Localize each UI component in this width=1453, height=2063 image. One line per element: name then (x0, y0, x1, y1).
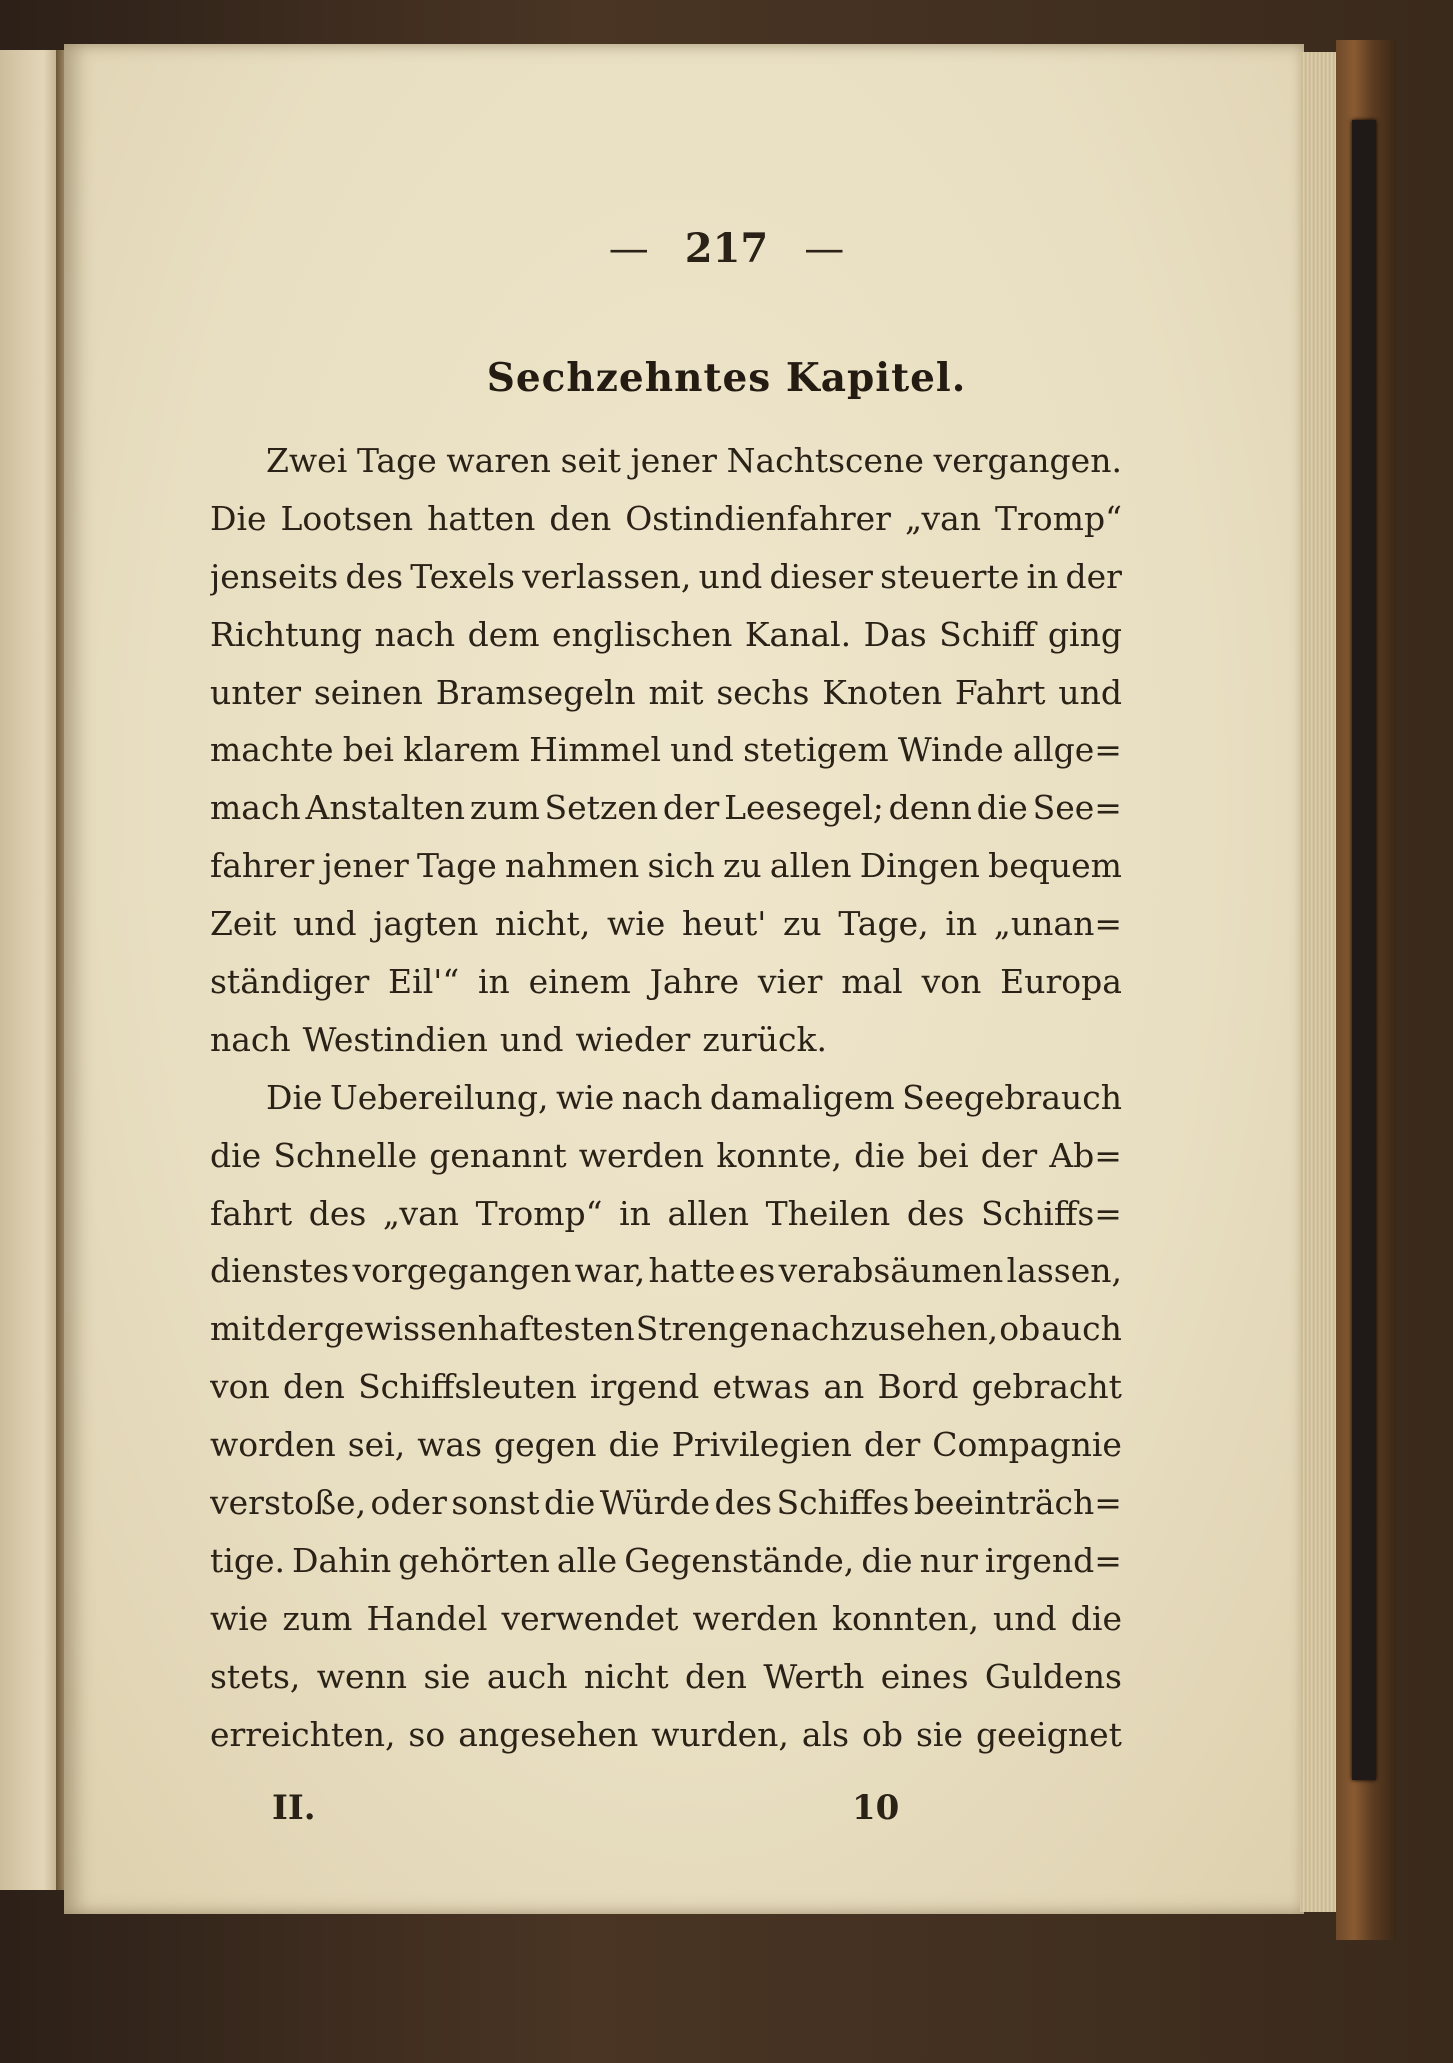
text-line (210, 1358, 1122, 1416)
word: hatten (427, 498, 536, 538)
word: in (945, 904, 978, 944)
word: Tage (356, 441, 437, 480)
word: den (685, 1656, 747, 1696)
word: der (1065, 556, 1122, 596)
word: gegen (493, 1425, 597, 1465)
word: Werth (763, 1656, 865, 1696)
word: unter (210, 672, 302, 712)
word: jagten (373, 904, 479, 944)
word: so (408, 1714, 446, 1754)
word: oder (370, 1483, 447, 1523)
word: dieser (769, 556, 873, 596)
word: an (823, 1367, 865, 1407)
word: die (608, 1425, 660, 1465)
word: Schnelle (273, 1135, 418, 1175)
text-line (210, 1300, 1122, 1358)
header-dash-left: — (608, 226, 649, 272)
word: stetigem (743, 730, 889, 770)
page-number: 217 (684, 225, 769, 272)
word: wie (210, 1598, 269, 1638)
word: tige. (210, 1540, 285, 1580)
word: dem (467, 614, 540, 654)
word: und (993, 1598, 1057, 1638)
word: der (980, 1135, 1038, 1175)
word: mit (210, 1309, 266, 1349)
word: wenn (316, 1656, 408, 1696)
word: des (906, 1193, 965, 1233)
word: eines (880, 1656, 969, 1696)
word: Lootsen (280, 498, 414, 538)
word: Tromp“ (995, 498, 1122, 538)
word: damaligem (709, 1077, 895, 1117)
word: bei (917, 1135, 969, 1175)
word: worden (210, 1425, 336, 1465)
word: bequem (988, 846, 1122, 886)
word: Nachtscene (726, 441, 924, 480)
word: vorgegangen (352, 1251, 572, 1291)
word: ständiger (210, 962, 370, 1002)
word: vier (757, 962, 823, 1002)
word: gewissenhaftesten (323, 1309, 635, 1349)
word: Tage (417, 846, 497, 886)
word: Bramsegeln (435, 672, 636, 712)
word: sie (423, 1656, 471, 1696)
word: wurden, (651, 1714, 789, 1754)
text-line (210, 1011, 1122, 1069)
word: ging (1047, 614, 1122, 654)
text-line (210, 1706, 1122, 1764)
word: ob (862, 1714, 904, 1754)
word: Tage, (838, 904, 929, 944)
word: und (670, 730, 734, 770)
word: auch (1041, 1309, 1122, 1349)
word: verstoße, (210, 1483, 367, 1523)
word: Guldens (984, 1656, 1122, 1696)
text-line (210, 779, 1122, 837)
word: des (308, 1193, 367, 1233)
word: Würde (599, 1483, 710, 1523)
word: dienstes (210, 1251, 350, 1291)
word: konnte, (716, 1135, 842, 1175)
word: allge= (1012, 730, 1122, 770)
word: auch (486, 1656, 568, 1696)
word: sonst (451, 1483, 540, 1523)
word: verlassen, (522, 556, 692, 596)
text-line (210, 1069, 1122, 1127)
word: Schiff (939, 614, 1036, 654)
text-line (210, 953, 1122, 1011)
word: fahrt (210, 1193, 293, 1233)
word: gehörten (398, 1540, 550, 1580)
word: es (738, 1251, 776, 1291)
word: Himmel (529, 730, 662, 770)
word: jener (630, 441, 717, 480)
word: der (266, 1309, 323, 1349)
word: Eil'“ (388, 962, 460, 1002)
word: Bord (877, 1367, 959, 1407)
word: mal (841, 962, 903, 1002)
word: Gegenstände, (624, 1540, 855, 1580)
word: wie (555, 1077, 615, 1117)
text-line (210, 837, 1122, 895)
text-line (210, 432, 1122, 490)
word: nur (919, 1540, 978, 1580)
word: zum (282, 1598, 353, 1638)
word: zurück. (702, 1019, 827, 1059)
word: Leesegel; (724, 788, 884, 828)
running-header (0, 225, 1453, 272)
word: klarem (403, 730, 520, 770)
word: die (544, 1483, 596, 1523)
word: „van (904, 498, 982, 538)
word: verwendet (501, 1598, 679, 1638)
word: Privilegien (671, 1425, 852, 1465)
word: Compagnie (932, 1425, 1122, 1465)
word: Jahre (649, 962, 740, 1002)
word: allen (769, 846, 852, 886)
text-line (210, 721, 1122, 779)
word: „van (382, 1193, 459, 1233)
word: angesehen (458, 1714, 639, 1754)
word: zum (469, 788, 540, 828)
word: vergangen. (933, 441, 1122, 480)
word: des (714, 1483, 773, 1523)
word: jenseits (210, 556, 339, 596)
word: Winde (897, 730, 1004, 770)
word: machte (210, 730, 334, 770)
text-line (210, 1242, 1122, 1300)
word: den (549, 498, 612, 538)
word: irgend= (984, 1540, 1122, 1580)
word: nahmen (505, 846, 640, 886)
word: heut' (682, 904, 767, 944)
word: hatte (648, 1251, 736, 1291)
page-stack-edges (1300, 52, 1340, 1912)
word: Anstalten (305, 788, 466, 828)
word: nicht (583, 1656, 669, 1696)
word: und (292, 904, 357, 944)
text-line (210, 548, 1122, 606)
word: Tromp“ (475, 1193, 603, 1233)
word: die (976, 788, 1028, 828)
word: in (1026, 556, 1059, 596)
word: die (854, 1135, 906, 1175)
text-line (210, 1185, 1122, 1243)
word: sei, (347, 1425, 406, 1465)
word: Ab= (1049, 1135, 1122, 1175)
word: zu (723, 846, 762, 886)
word: Zeit (210, 904, 277, 944)
word: werden (578, 1135, 705, 1175)
word: lassen, (1006, 1251, 1122, 1291)
text-line (210, 1532, 1122, 1590)
word: Europa (1000, 962, 1122, 1002)
word: waren (446, 441, 551, 480)
chapter-title: Sechzehntes Kapitel. (486, 355, 967, 401)
word: etwas (712, 1367, 811, 1407)
word: allen (667, 1193, 750, 1233)
body-text (210, 432, 1122, 1763)
word: nach (374, 614, 456, 654)
word: zu (783, 904, 822, 944)
previous-page-edge (0, 50, 62, 1890)
word: war, (574, 1251, 646, 1291)
sheet-number: 10 (852, 1788, 900, 1828)
word: Uebereilung, (329, 1077, 549, 1117)
word: ob (999, 1309, 1041, 1349)
word: die (861, 1540, 913, 1580)
word: Dingen (859, 846, 980, 886)
word: was (417, 1425, 483, 1465)
word: einem (528, 962, 631, 1002)
word: und (499, 1019, 564, 1059)
word: in (619, 1193, 651, 1233)
word: Schiffs= (981, 1193, 1122, 1233)
text-line (210, 895, 1122, 953)
word: denn (888, 788, 972, 828)
word: wie (606, 904, 666, 944)
word: bei (342, 730, 394, 770)
word: jener (322, 846, 409, 886)
word: Schiffsleuten (358, 1367, 577, 1407)
header-dash-right: — (804, 226, 845, 272)
word: nach (210, 1019, 291, 1059)
word: Texels (410, 556, 515, 596)
word: mach (210, 788, 301, 828)
word: fahrer (210, 846, 315, 886)
word: Dahin (292, 1540, 392, 1580)
word: Westindien (302, 1019, 488, 1059)
word: der (863, 1425, 921, 1465)
word: und (1058, 672, 1122, 712)
word: seinen (313, 672, 423, 712)
text-line (210, 1474, 1122, 1532)
word: die (1070, 1598, 1122, 1638)
word: der (662, 788, 720, 828)
word: nicht, (495, 904, 591, 944)
word: Das (863, 614, 927, 654)
word: von (921, 962, 982, 1002)
word: Die (210, 498, 267, 538)
word: „unan= (993, 904, 1122, 944)
text-line (210, 1648, 1122, 1706)
word: Schiffes (776, 1483, 910, 1523)
word: Knoten (822, 672, 943, 712)
word: erreichten, (210, 1714, 396, 1754)
text-line (210, 1590, 1122, 1648)
word: beeinträch= (913, 1483, 1122, 1523)
word: Die (266, 1077, 323, 1117)
word: sechs (716, 672, 810, 712)
word: werden (692, 1598, 818, 1638)
word: Handel (366, 1598, 488, 1638)
word: See= (1032, 788, 1122, 828)
text-line (210, 606, 1122, 664)
word: mit (648, 672, 704, 712)
word: des (345, 556, 404, 596)
word: Fahrt (954, 672, 1046, 712)
word: nach (621, 1077, 703, 1117)
word: die (210, 1135, 262, 1175)
word: Ostindienfahrer (625, 498, 891, 538)
word: steuerte (880, 556, 1020, 596)
text-line (210, 1416, 1122, 1474)
word: geeignet (976, 1714, 1122, 1754)
word: seit (560, 441, 621, 480)
word: in (478, 962, 510, 1002)
word: Setzen (544, 788, 659, 828)
word: Theilen (765, 1193, 891, 1233)
word: sie (916, 1714, 964, 1754)
word: verabsäumen (778, 1251, 1004, 1291)
word: Strenge (635, 1309, 769, 1349)
text-line (210, 490, 1122, 548)
word: nachzusehen, (769, 1309, 999, 1349)
word: und (698, 556, 763, 596)
text-line (210, 1127, 1122, 1185)
word: Kanal. (744, 614, 852, 654)
word: Seegebrauch (902, 1077, 1122, 1117)
word: von (210, 1367, 270, 1407)
word: irgend (589, 1367, 700, 1407)
word: gebracht (971, 1367, 1122, 1407)
text-line (210, 664, 1122, 722)
word: Zwei (266, 441, 348, 480)
word: genannt (429, 1135, 567, 1175)
word: den (282, 1367, 345, 1407)
word: Richtung (210, 614, 363, 654)
word: alle (556, 1540, 618, 1580)
word: sich (647, 846, 715, 886)
word: als (801, 1714, 850, 1754)
word: stets, (210, 1656, 301, 1696)
word: englischen (551, 614, 733, 654)
signature-mark: II. (272, 1788, 316, 1828)
word: wieder (575, 1019, 691, 1059)
word: konnten, (832, 1598, 979, 1638)
